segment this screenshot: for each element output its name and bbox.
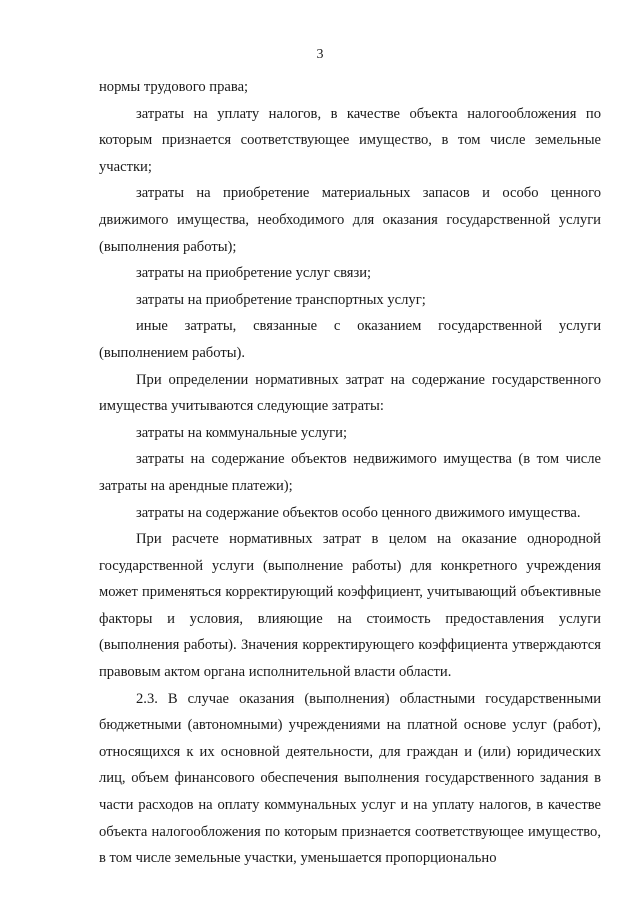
paragraph-correction-coefficient: При расчете нормативных затрат в целом на оказание однородной государственной услуги (выполнение работы) для конкретного учреждения может применяться корректирующий коэффициент, учитывающий объективные факторы и условия, влияющие на стоимость предоставления услуги (выполнения работы). Значения корректирующего коэффициента утверждаются правовым актом органа исполнительной власти области.	[99, 531, 601, 681]
paragraph-property-costs-intro: При определении нормативных затрат на содержание государственного имущества учитываются следующие затраты:	[99, 371, 601, 415]
paragraph-material-costs: затраты на приобретение материальных запасов и особо ценного движимого имущества, необходимого для оказания государственной услуги (выполнения работы);	[99, 185, 601, 255]
paragraph-real-estate-costs: затраты на содержание объектов недвижимого имущества (в том числе затраты на арендные платежи);	[99, 451, 601, 494]
paragraph-tax-costs: затраты на уплату налогов, в качестве объекта налогообложения по которым признается соответствующее имущество, в том числе земельные участки;	[99, 105, 601, 175]
paragraph-movable-property-costs: затраты на содержание объектов особо ценного движимого имущества.	[136, 504, 581, 521]
paragraph-transport-costs: затраты на приобретение транспортных услуг;	[136, 291, 426, 308]
paragraph-other-costs: иные затраты, связанные с оказанием государственной услуги (выполнением работы).	[99, 318, 601, 361]
page-number: 3	[316, 47, 324, 62]
document-body	[99, 74, 601, 872]
paragraph-communication-costs: затраты на приобретение услуг связи;	[136, 265, 372, 282]
paragraph-utility-costs: затраты на коммунальные услуги;	[136, 424, 348, 441]
paragraph-section-2-3: 2.3. В случае оказания (выполнения) областными государственными бюджетными (автономными) учреждениями на платной основе услуг (работ), относящихся к их основной деятельности, для граждан и (или) юридических лиц, объем финансового обеспечения выполнения государственного задания в части расходов на оплату коммунальных услуг и на уплату налогов, в качестве объекта налогообложения по которым признается соответствующее имущество, в том числе земельные участки, уменьшается пропорционально	[99, 690, 601, 867]
paragraph-labor-law: нормы трудового права;	[99, 79, 249, 95]
